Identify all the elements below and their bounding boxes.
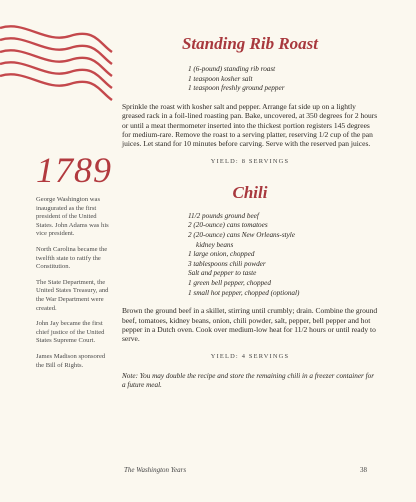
page-number: 38 — [360, 466, 367, 474]
recipe-title-chili: Chili — [232, 182, 268, 202]
sidebar-fact: George Washington was inaugurated as the first president of the United States. John Adams was his vice president. — [36, 196, 109, 238]
ingredient-item: 1 teaspoon kosher salt — [188, 74, 253, 83]
ingredient-item: 11/2 pounds ground beef — [188, 211, 259, 220]
flag-stripes-icon — [0, 22, 120, 102]
ingredient-item: 1 green bell pepper, chopped — [188, 278, 271, 287]
ingredient-item: kidney beans — [196, 240, 234, 249]
sidebar-year: 1789 — [36, 150, 112, 190]
sidebar — [36, 152, 112, 377]
ingredient-item: 3 tablespoons chili powder — [188, 259, 266, 268]
ingredient-item: 1 large onion, chopped — [188, 250, 255, 259]
ingredient-list — [188, 65, 378, 94]
recipe-note: Note: You may double the recipe and store the remaining chili in a freezer container for a future meal. — [122, 371, 374, 390]
sidebar-fact: North Carolina became the twelfth state to ratify the Constitution. — [36, 245, 108, 271]
sidebar-fact: John Jay became the first chief justice of the United States Supreme Court. — [36, 320, 105, 345]
ingredient-item: 1 teaspoon freshly ground pepper — [188, 84, 285, 93]
ingredient-item: 2 (20-ounce) cans tomatoes — [188, 221, 268, 230]
running-footer-section: The Washington Years — [124, 466, 187, 474]
recipe-title-rib-roast: Standing Rib Roast — [181, 34, 319, 53]
ingredient-list — [188, 212, 378, 298]
sidebar-fact: James Madison sponsored the Bill of Rights. — [36, 352, 106, 369]
ingredient-item: 1 small hot pepper, chopped (optional) — [188, 288, 300, 297]
recipe-yield: YIELD: 8 SERVINGS — [210, 157, 290, 165]
sidebar-fact: The State Department, the United States Treasury, and the War Department were created. — [36, 278, 109, 312]
main-column — [122, 34, 378, 391]
recipe-instructions: Brown the ground beef in a skillet, stirring until crumbly; drain. Combine the ground beef, tomatoes, kidney beans, onion, chili powder, salt, pepper, bell pepper and hot pepper in a Dutch oven. Cook over medium-low heat for 11/2 hours or until ready to serve. — [122, 306, 378, 344]
recipe-instructions: Sprinkle the roast with kosher salt and pepper. Arrange fat side up on a lightly greased rack in a foil-lined roasting pan. Bake, uncovered, at 350 degrees for 2 hours or until a meat thermometer inserted into the thickest portion registers 145 degrees for medium-rare. Remove the roast to a serving platter, reserving 1/2 cup of the pan juices. Let stand for 10 minutes before carving. Serve with the reserved pan juices. — [122, 101, 378, 149]
recipe-yield: YIELD: 4 SERVINGS — [210, 352, 290, 360]
ingredient-item: 1 (6-pound) standing rib roast — [188, 65, 276, 73]
ingredient-item: 2 (20-ounce) cans New Orleans-style — [188, 231, 295, 239]
ingredient-item: Salt and pepper to taste — [188, 269, 257, 278]
